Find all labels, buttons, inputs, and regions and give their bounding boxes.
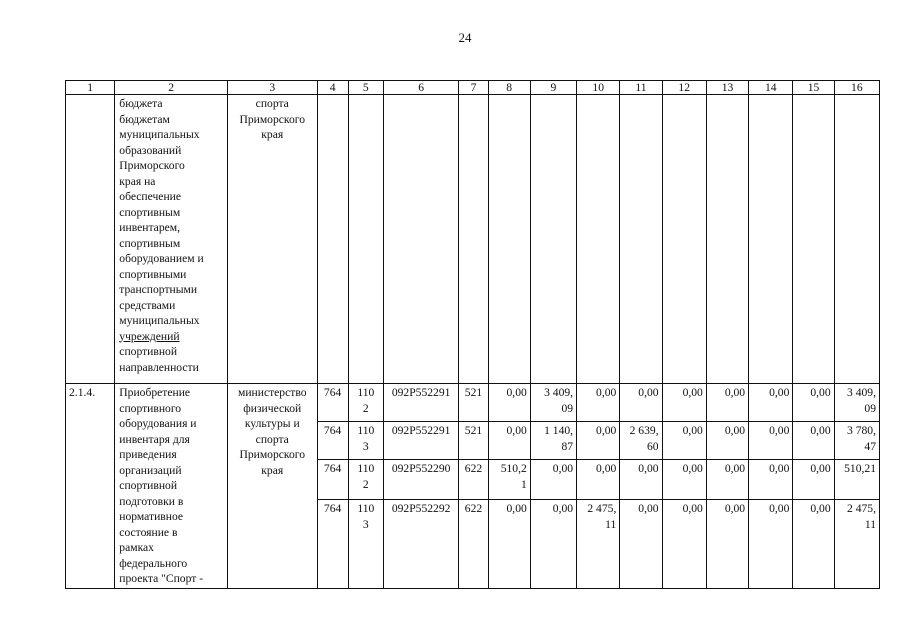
table-cell: 0,00: [793, 422, 834, 460]
table-cell: 0,00: [793, 500, 834, 589]
measure-description: [115, 95, 228, 384]
table-cell: 0,00: [620, 460, 662, 500]
table-cell: 510,21: [834, 460, 879, 500]
table-cell: 0,00: [749, 384, 793, 422]
item-number: 2.1.4.: [66, 384, 115, 589]
table-cell: 0,00: [488, 500, 530, 589]
table-cell: [577, 95, 620, 384]
table-cell: [459, 95, 488, 384]
table-cell: 092P552290: [383, 460, 458, 500]
table-cell: 521: [459, 384, 488, 422]
table-cell: [834, 95, 879, 384]
table-cell: 0,00: [488, 422, 530, 460]
header-cell: 12: [662, 81, 706, 95]
header-cell: 3: [227, 81, 317, 95]
header-cell: 8: [488, 81, 530, 95]
table-cell: 0,00: [662, 500, 706, 589]
header-cell: 15: [793, 81, 834, 95]
table-cell: 622: [459, 460, 488, 500]
table-cell: [348, 95, 383, 384]
table-cell: 092P552291: [383, 384, 458, 422]
description-text: бюджета бюджетам муниципальных образований Приморского края на обеспечение спортивным инвентарем, спортивным оборудованием и спортивными транспортными средствами муниципальных: [119, 97, 204, 327]
table-cell: [662, 95, 706, 384]
table-cell: 092P552291: [383, 422, 458, 460]
table-cell: 0,00: [662, 460, 706, 500]
table-cell: 0,00: [706, 500, 748, 589]
table-cell: 0,00: [530, 500, 576, 589]
table-cell: 0,00: [620, 500, 662, 589]
table-cell: 521: [459, 422, 488, 460]
table-cell: [620, 95, 662, 384]
table-cell: 0,00: [662, 384, 706, 422]
description-tail: спортивной направленности: [119, 345, 199, 374]
table-cell: 0,00: [706, 384, 748, 422]
header-cell: 1: [66, 81, 115, 95]
header-cell: 5: [348, 81, 383, 95]
table-cell: 0,00: [793, 460, 834, 500]
table-cell: 3 409, 09: [834, 384, 879, 422]
header-cell: 14: [749, 81, 793, 95]
header-cell: 11: [620, 81, 662, 95]
table-cell: 0,00: [793, 384, 834, 422]
table-cell: [793, 95, 834, 384]
table-cell: [66, 95, 115, 384]
responsible-executor: спорта Приморского края: [227, 95, 317, 384]
table-cell: 2 475, 11: [577, 500, 620, 589]
table-cell: 0,00: [749, 460, 793, 500]
header-cell: 16: [834, 81, 879, 95]
table-cell: 3 409, 09: [530, 384, 576, 422]
page-number: 24: [458, 30, 472, 45]
table-cell: 2 639, 60: [620, 422, 662, 460]
table-cell: 510,2 1: [488, 460, 530, 500]
table-cell: 092P552292: [383, 500, 458, 589]
table-cell: 0,00: [620, 384, 662, 422]
table-cell: [317, 95, 348, 384]
table-cell: 110 3: [348, 500, 383, 589]
header-cell: 13: [706, 81, 748, 95]
header-cell: 6: [383, 81, 458, 95]
measure-description: Приобретение спортивного оборудования и инвентаря для приведения организаций спортивной подготовки в нормативное состояние в рамках федерального проекта "Спорт -: [115, 384, 228, 589]
budget-table: [65, 80, 880, 589]
header-cell: 9: [530, 81, 576, 95]
table-cell: 764: [317, 384, 348, 422]
table-cell: 3 780, 47: [834, 422, 879, 460]
table-cell: 0,00: [706, 460, 748, 500]
table-cell: 622: [459, 500, 488, 589]
table-cell: 0,00: [577, 384, 620, 422]
description-underlined: учреждений: [119, 329, 180, 343]
table-cell: [749, 95, 793, 384]
responsible-executor: министерство физической культуры и спорта Приморского края: [227, 384, 317, 589]
table-cell: [530, 95, 576, 384]
header-cell: 2: [115, 81, 228, 95]
table-cell: [706, 95, 748, 384]
table-cell: [488, 95, 530, 384]
table-row: [66, 95, 880, 384]
table-cell: 0,00: [706, 422, 748, 460]
table-cell: 0,00: [577, 460, 620, 500]
table-cell: 0,00: [662, 422, 706, 460]
table-cell: 764: [317, 460, 348, 500]
table-row: [66, 384, 880, 422]
table-cell: 1 140, 87: [530, 422, 576, 460]
table-cell: 0,00: [577, 422, 620, 460]
table-cell: 2 475, 11: [834, 500, 879, 589]
table-cell: [383, 95, 458, 384]
header-cell: 10: [577, 81, 620, 95]
header-cell: 4: [317, 81, 348, 95]
table-cell: 110 2: [348, 460, 383, 500]
header-row: [66, 81, 880, 95]
header-cell: 7: [459, 81, 488, 95]
table-cell: 0,00: [749, 500, 793, 589]
table-cell: 110 2: [348, 384, 383, 422]
table-cell: 0,00: [749, 422, 793, 460]
table-cell: 110 3: [348, 422, 383, 460]
table-cell: 0,00: [488, 384, 530, 422]
table-cell: 764: [317, 500, 348, 589]
table-cell: 0,00: [530, 460, 576, 500]
table-cell: 764: [317, 422, 348, 460]
